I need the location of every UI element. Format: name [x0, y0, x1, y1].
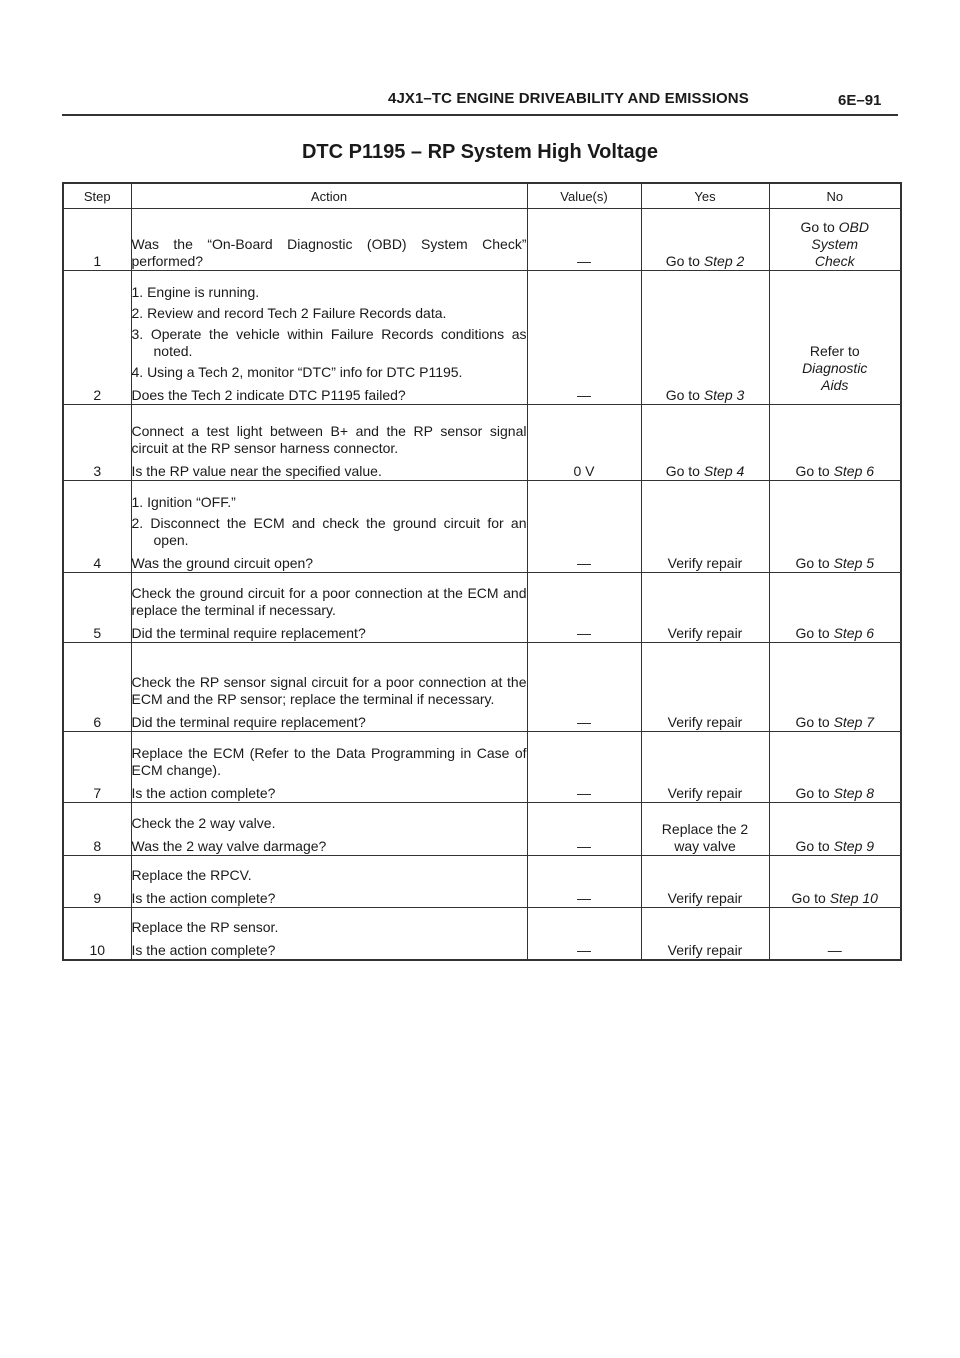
action-instruction: Replace the RPCV. — [131, 867, 252, 883]
step-number: 9 — [63, 856, 131, 908]
no-cell — [769, 405, 901, 481]
action-step: 1. Engine is running. — [131, 284, 260, 300]
col-header-no: No — [769, 183, 901, 209]
value-cell: — — [527, 856, 641, 908]
action-step: 3. Operate the vehicle within Failure Records conditions as noted. — [131, 326, 527, 359]
action-instruction: Replace the ECM (Refer to the Data Programming in Case of ECM change). — [131, 745, 527, 778]
action-question: Was the “On-Board Diagnostic (OBD) System Check” performed? — [131, 236, 527, 269]
action-cell — [131, 732, 527, 803]
no-prefix: Go to — [795, 555, 830, 571]
value-cell: — — [527, 803, 641, 856]
value-cell: 0 V — [527, 405, 641, 481]
table-row — [63, 803, 901, 856]
table-row — [63, 732, 901, 803]
action-cell — [131, 481, 527, 573]
action-step: 2. Review and record Tech 2 Failure Records data. — [131, 305, 447, 321]
yes-prefix: Go to — [665, 387, 700, 403]
yes-cell: Verify repair — [641, 908, 769, 960]
no-cell: — — [769, 908, 901, 960]
col-header-yes: Yes — [641, 183, 769, 209]
no-ref: OBD System Check — [811, 219, 869, 269]
action-instruction: Check the ground circuit for a poor connection at the ECM and replace the terminal if necessary. — [131, 585, 527, 618]
no-ref: Step 9 — [833, 838, 875, 854]
action-instruction: Replace the RP sensor. — [131, 918, 279, 935]
action-step: 4. Using a Tech 2, monitor “DTC” info for DTC P1195. — [131, 364, 463, 380]
action-question: Did the terminal require replacement? — [131, 625, 366, 641]
value-cell: — — [527, 271, 641, 405]
no-cell — [769, 856, 901, 908]
no-ref: Step 6 — [833, 625, 875, 641]
action-cell — [131, 405, 527, 481]
no-cell — [769, 803, 901, 856]
no-ref: Step 6 — [833, 463, 875, 479]
table-row — [63, 209, 901, 271]
yes-cell: Verify repair — [641, 732, 769, 803]
action-instruction: Connect a test light between B+ and the RP sensor signal circuit at the RP sensor harness connector. — [131, 423, 527, 456]
step-number: 4 — [63, 481, 131, 573]
action-cell — [131, 573, 527, 643]
no-prefix: Go to — [795, 785, 830, 801]
action-question: Is the action complete? — [131, 941, 276, 958]
yes-cell: Verify repair — [641, 856, 769, 908]
no-prefix: Go to — [795, 714, 830, 730]
no-ref: Step 10 — [829, 890, 878, 906]
value-cell: — — [527, 481, 641, 573]
diagnostic-table — [62, 182, 902, 961]
no-cell — [769, 732, 901, 803]
header-rule — [62, 114, 898, 116]
action-cell — [131, 908, 527, 960]
value-cell: — — [527, 908, 641, 960]
no-ref: Step 7 — [833, 714, 875, 730]
step-number: 6 — [63, 643, 131, 732]
no-cell — [769, 209, 901, 271]
yes-cell — [641, 271, 769, 405]
table-header-row — [63, 183, 901, 209]
step-number: 5 — [63, 573, 131, 643]
value-cell: — — [527, 573, 641, 643]
yes-ref: Step 3 — [703, 387, 745, 403]
action-step: 2. Disconnect the ECM and check the ground circuit for an open. — [131, 515, 527, 548]
table-row — [63, 481, 901, 573]
no-ref: Step 8 — [833, 785, 875, 801]
yes-cell: Replace the 2 way valve — [641, 803, 769, 856]
no-prefix: Go to — [795, 625, 830, 641]
action-instruction: Check the RP sensor signal circuit for a poor connection at the ECM and the RP sensor; replace the terminal if necessary. — [131, 674, 527, 707]
col-header-action: Action — [131, 183, 527, 209]
action-step: 1. Ignition “OFF.” — [131, 494, 236, 510]
action-cell — [131, 271, 527, 405]
yes-prefix: Go to — [665, 253, 700, 269]
value-cell: — — [527, 732, 641, 803]
no-ref: Diagnostic Aids — [802, 360, 868, 393]
step-number: 8 — [63, 803, 131, 856]
no-prefix: Refer to — [809, 343, 860, 359]
yes-prefix: Go to — [665, 463, 700, 479]
yes-cell — [641, 209, 769, 271]
no-prefix: Go to — [800, 219, 835, 235]
no-cell — [769, 573, 901, 643]
yes-cell: Verify repair — [641, 481, 769, 573]
action-instruction: Check the 2 way valve. — [131, 815, 276, 831]
action-question: Does the Tech 2 indicate DTC P1195 failed? — [131, 387, 406, 403]
action-question: Is the action complete? — [131, 785, 276, 801]
no-prefix: Go to — [795, 463, 830, 479]
action-cell — [131, 803, 527, 856]
page-number: 6E–91 — [838, 92, 882, 109]
action-question: Was the 2 way valve darmage? — [131, 838, 327, 854]
action-question: Did the terminal require replacement? — [131, 714, 366, 730]
section-header: 4JX1–TC ENGINE DRIVEABILITY AND EMISSIONS — [388, 90, 749, 107]
action-steps-list — [132, 284, 527, 381]
table-row — [63, 271, 901, 405]
table-row — [63, 643, 901, 732]
page-title: DTC P1195 – RP System High Voltage — [301, 141, 659, 163]
action-steps-list — [132, 494, 527, 549]
yes-ref: Step 2 — [703, 253, 745, 269]
yes-cell — [641, 405, 769, 481]
step-number: 2 — [63, 271, 131, 405]
action-question: Is the action complete? — [131, 890, 276, 906]
no-cell — [769, 481, 901, 573]
yes-cell: Verify repair — [641, 643, 769, 732]
table-row — [63, 908, 901, 960]
col-header-step: Step — [63, 183, 131, 209]
table-row — [63, 405, 901, 481]
table-row — [63, 573, 901, 643]
table-row — [63, 856, 901, 908]
action-cell — [131, 209, 527, 271]
step-number: 3 — [63, 405, 131, 481]
action-question: Is the RP value near the specified value. — [131, 463, 382, 479]
step-number: 7 — [63, 732, 131, 803]
no-ref: Step 5 — [833, 555, 875, 571]
no-prefix: Go to — [791, 890, 826, 906]
col-header-values: Value(s) — [527, 183, 641, 209]
action-cell — [131, 643, 527, 732]
yes-ref: Step 4 — [703, 463, 745, 479]
value-cell: — — [527, 643, 641, 732]
action-cell — [131, 856, 527, 908]
no-cell — [769, 643, 901, 732]
no-cell — [769, 271, 901, 405]
value-cell: — — [527, 209, 641, 271]
no-prefix: Go to — [795, 838, 830, 854]
yes-cell: Verify repair — [641, 573, 769, 643]
action-question: Was the ground circuit open? — [131, 555, 314, 571]
step-number: 1 — [63, 209, 131, 271]
step-number: 10 — [63, 908, 131, 960]
